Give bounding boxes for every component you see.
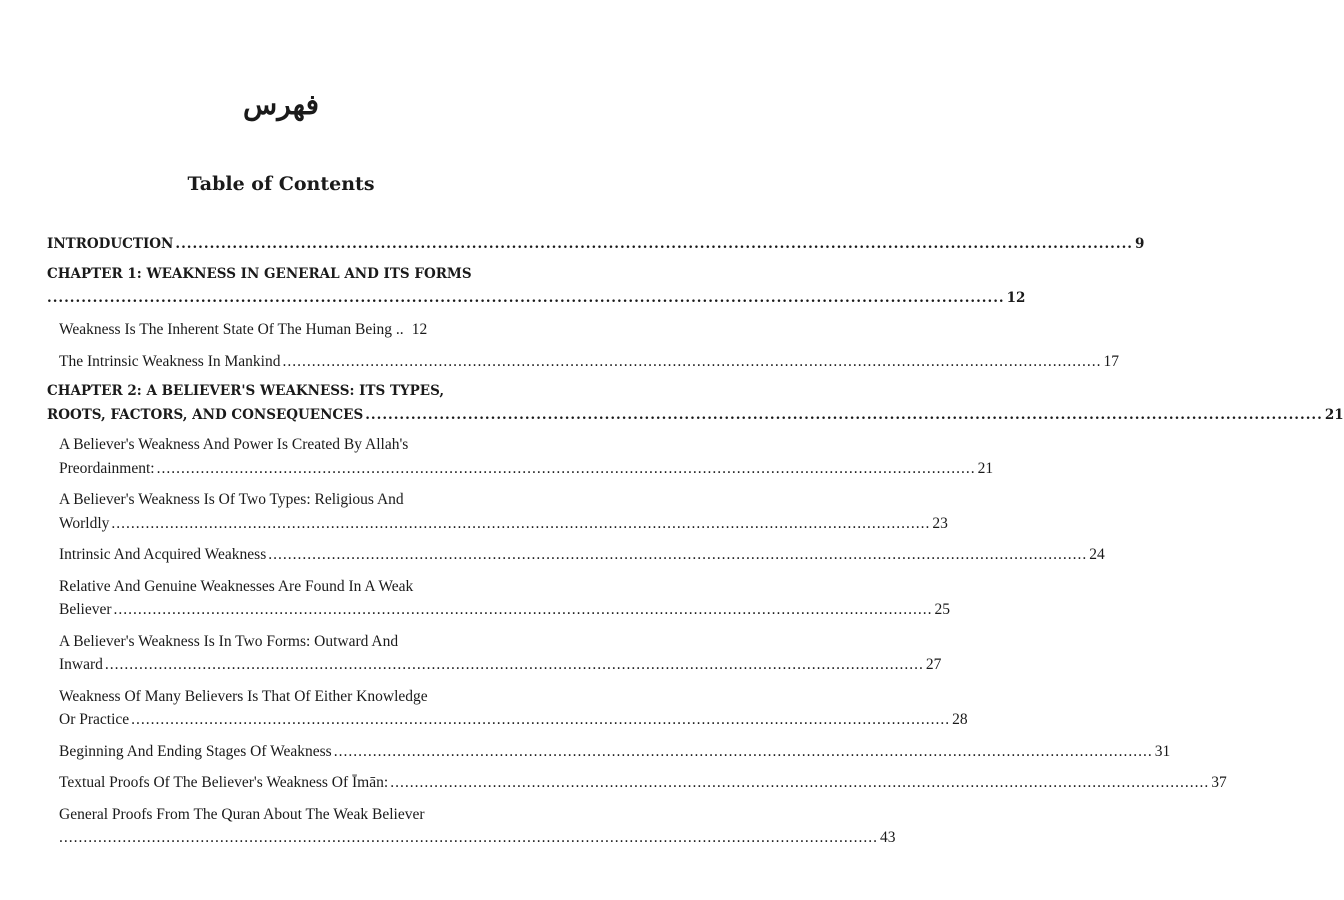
- dot-leader: ........................................................................................................................................................................: [156, 459, 976, 477]
- dot-leader: ........................................................................................................................................................................: [131, 711, 951, 728]
- toc-entry[interactable]: [47, 512, 948, 536]
- dot-leader: ........................................................................................................................................................................: [390, 774, 1210, 791]
- dot-leader: ........................................................................................................................................................................: [365, 407, 1323, 423]
- page-number: 21: [1324, 407, 1344, 423]
- table-of-contents: [47, 232, 1344, 850]
- toc-label: Preordainment:: [59, 459, 155, 477]
- toc-entry[interactable]: [47, 740, 1171, 764]
- dot-leader: ........................................................................................................................................................................: [333, 742, 1153, 760]
- toc-entry[interactable]: [47, 598, 951, 622]
- toc-entry[interactable]: [47, 771, 1227, 795]
- toc-entry[interactable]: [47, 653, 942, 677]
- page-number: 12: [1006, 290, 1026, 306]
- page-number: 27: [925, 656, 942, 673]
- toc-label: Weakness Is The Inherent State Of The Human Being ..: [59, 321, 404, 338]
- toc-entry-line[interactable]: A Believer's Weakness And Power Is Created By Allah's: [59, 436, 409, 453]
- toc-entry-introduction[interactable]: [47, 232, 1145, 256]
- toc-entry[interactable]: [47, 826, 896, 850]
- toc-label: Inward: [59, 656, 103, 673]
- dot-leader: ........................................................................................................................................................................: [59, 829, 878, 846]
- page-number: 43: [880, 829, 896, 846]
- toc-label: The Intrinsic Weakness In Mankind: [59, 352, 281, 370]
- page-number: 9: [1134, 236, 1145, 252]
- dot-leader: ........................................................................................................................................................................: [111, 514, 931, 532]
- page-title: Table of Contents: [187, 173, 375, 195]
- dot-leader: ........................................................................................................................................................................: [175, 236, 1133, 252]
- toc-label: Believer: [59, 601, 112, 618]
- toc-entry[interactable]: [47, 350, 1119, 374]
- toc-chapter-2-title[interactable]: CHAPTER 2: A BELIEVER'S WEAKNESS: ITS TYPES,: [47, 383, 445, 399]
- dot-leader: ........................................................................................................................................................................: [113, 601, 933, 618]
- toc-entry-line[interactable]: A Believer's Weakness Is Of Two Types: Religious And: [59, 491, 404, 508]
- toc-label: Textual Proofs Of The Believer's Weakness Of Īmān:: [59, 774, 389, 791]
- page-number: 31: [1154, 742, 1171, 760]
- toc-entry-line[interactable]: Weakness Of Many Believers Is That Of Either Knowledge: [59, 687, 428, 705]
- arabic-calligraphy-title: فهرس: [243, 88, 319, 121]
- dot-leader: ........................................................................................................................................................................: [104, 656, 924, 673]
- dot-leader: ........................................................................................................................................................................: [268, 546, 1088, 563]
- page-number: 23: [932, 514, 948, 532]
- page-number: 25: [934, 601, 951, 618]
- page-number: 24: [1089, 546, 1105, 563]
- dot-leader: ........................................................................................................................................................................: [47, 290, 1005, 306]
- toc-entry-line[interactable]: Relative And Genuine Weaknesses Are Found In A Weak: [59, 577, 414, 595]
- toc-label: Beginning And Ending Stages Of Weakness: [59, 742, 332, 760]
- toc-entry-chapter-2[interactable]: [47, 403, 1344, 427]
- toc-label: Intrinsic And Acquired Weakness: [59, 546, 267, 563]
- toc-entry-chapter-1[interactable]: [47, 286, 1026, 310]
- page-number: 17: [1103, 352, 1119, 370]
- toc-entry[interactable]: [47, 457, 994, 481]
- page-number: 37: [1211, 774, 1227, 791]
- toc-label: Or Practice: [59, 711, 130, 728]
- toc-label: ROOTS, FACTORS, AND CONSEQUENCES: [47, 407, 364, 423]
- toc-entry[interactable]: [47, 318, 515, 342]
- page-number: 28: [952, 711, 968, 728]
- page-number: 12: [411, 321, 428, 338]
- toc-entry[interactable]: [47, 543, 1105, 567]
- toc-entry-line[interactable]: A Believer's Weakness Is In Two Forms: Outward And: [59, 632, 399, 650]
- dot-leader: ........................................................................................................................................................................: [282, 352, 1102, 370]
- toc-entry-line[interactable]: General Proofs From The Quran About The Weak Believer: [59, 805, 425, 823]
- page-number: 21: [977, 459, 994, 477]
- toc-chapter-1-title[interactable]: CHAPTER 1: WEAKNESS IN GENERAL AND ITS FORMS: [47, 266, 472, 282]
- toc-label: INTRODUCTION: [47, 236, 174, 252]
- toc-label: Worldly: [59, 514, 110, 532]
- toc-entry[interactable]: [47, 708, 968, 732]
